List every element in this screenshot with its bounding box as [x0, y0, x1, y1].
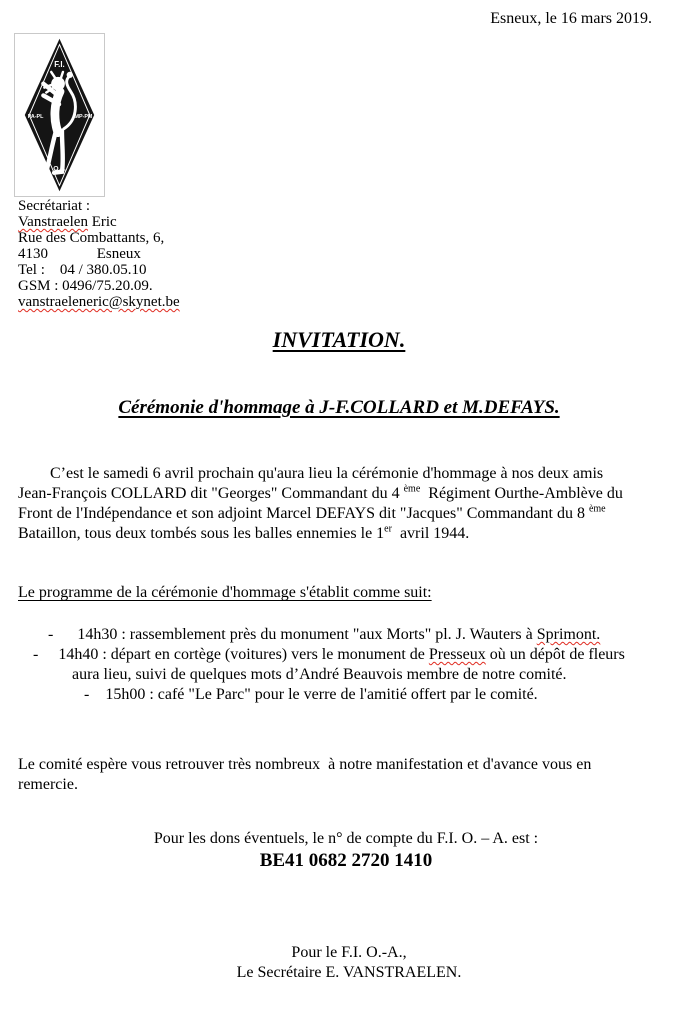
text-line: GSM : 0496/75.20.09.: [18, 278, 153, 294]
program-heading: Le programme de la cérémonie d'hommage s'établit comme suit:: [18, 584, 432, 601]
misspelled-word: Vanstraelen: [18, 214, 88, 230]
bank-account-number: BE41 0682 2720 1410: [259, 850, 433, 871]
emblem-text-right: MP-PM: [74, 113, 93, 120]
emblem-text-left: PA-PL: [27, 113, 44, 120]
text-line: Le comité espère vous retrouver très nombreux à notre manifestation et d'avance vous en: [18, 756, 592, 773]
signature-name-line: Le Secrétaire E. VANSTRAELEN.: [236, 964, 462, 981]
superscript-text: ème: [588, 503, 606, 515]
text-line: C’est le samedi 6 avril prochain qu'aura lieu la cérémonie d'hommage à nos deux amis: [18, 465, 604, 482]
fi-emblem-icon: [15, 34, 104, 196]
signature-block: [0, 943, 678, 983]
text-line: - 14h30 : rassemblement près du monument "aux Morts" pl. J. Wauters à Sprimont.: [48, 626, 601, 643]
misspelled-word: vanstraeleneric@skynet.be: [18, 294, 180, 310]
ceremony-subtitle: Cérémonie d'hommage à J-F.COLLARD et M.DEFAYS.: [118, 397, 560, 418]
text-line: Tel : 04 / 380.05.10: [18, 262, 147, 278]
misspelled-word: Presseux: [428, 646, 486, 663]
text-line: remercie.: [18, 776, 78, 793]
text-line: aura lieu, suivi de quelques mots d’André Beauvois membre de notre comité.: [72, 666, 567, 683]
text-line: Secrétariat :: [18, 198, 91, 214]
text-line: Bataillon, tous deux tombés sous les balles ennemies le 1er avril 1944.: [18, 523, 470, 542]
text-line: Front de l'Indépendance et son adjoint Marcel DEFAYS dit "Jacques" Commandant du 8 $^{ème}$: [18, 503, 606, 522]
closing-paragraph: [18, 755, 591, 795]
date-line: Esneux, le 16 mars 2019.: [490, 10, 652, 27]
superscript-text: ème: [403, 483, 421, 495]
page-title: INVITATION.: [272, 327, 406, 352]
text-line: 4130 Esneux: [18, 246, 141, 262]
secretariat-contact-block: [18, 198, 180, 310]
text-line: - 15h00 : café "Le Parc" pour le verre de l'amitié offert par le comité.: [84, 686, 538, 703]
misspelled-word: Sprimont.: [536, 626, 601, 643]
text-line: Vanstraelen Eric: [18, 214, 117, 230]
text-line: [18, 294, 180, 310]
text-line: Jean-François COLLARD dit "Georges" Commandant du 4 $^{ème}$ Régiment Ourthe-Amblève du: [18, 483, 623, 502]
superscript-text: er: [384, 523, 392, 535]
donation-intro: Pour les dons éventuels, le n° de compte du F.I. O. – A. est :: [153, 830, 539, 847]
text-line: Rue des Combattants, 6,: [18, 230, 165, 246]
text-line: - 14h40 : départ en cortège (voitures) vers le monument de Presseux où un dépôt de fleurs: [33, 646, 625, 663]
intro-paragraph: [18, 464, 623, 544]
fi-emblem-logo: [14, 33, 105, 197]
program-list: [18, 625, 625, 705]
signature-org-line: Pour le F.I. O.-A.,: [291, 944, 407, 961]
emblem-text-bottom: O.F.: [53, 165, 66, 173]
emblem-text-top: F.I.: [54, 60, 65, 70]
